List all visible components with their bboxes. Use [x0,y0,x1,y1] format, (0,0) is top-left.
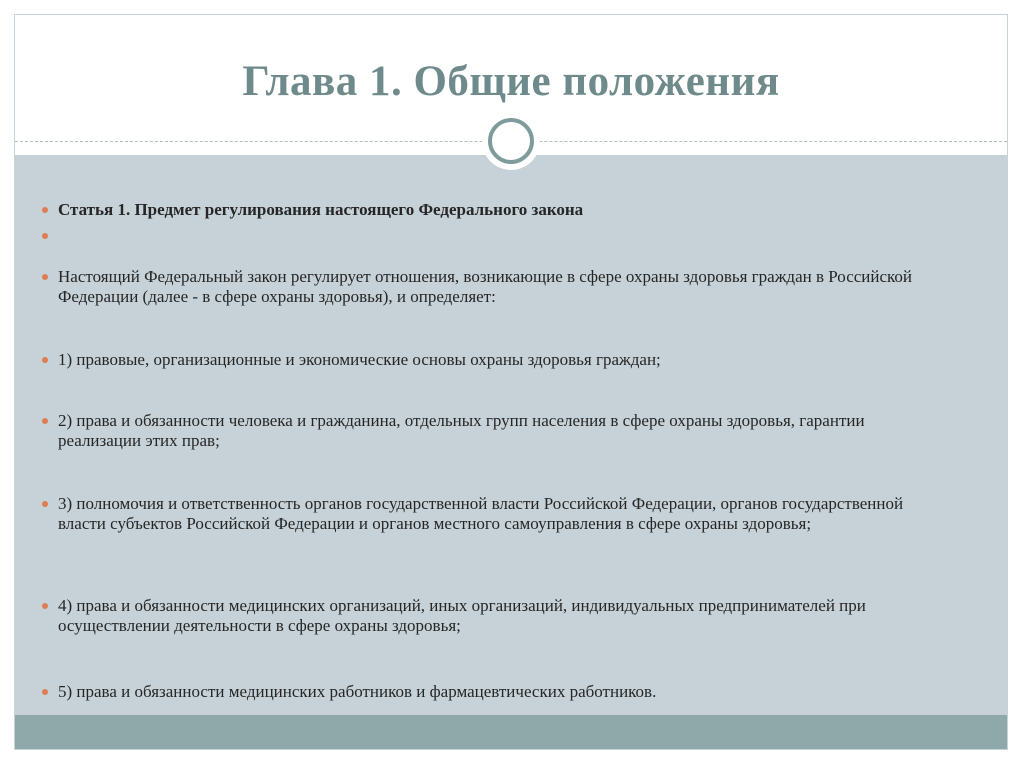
bullet-icon [42,689,48,695]
list-item-text: Настоящий Федеральный закон регулирует отношения, возникающие в сфере охраны здоровья граждан в Российской Федерации (далее - в сфере охраны здоровья), и определяет: [58,267,913,306]
bullet-icon [42,501,48,507]
list-item-5 [42,682,942,702]
bullet-icon [42,207,48,213]
bullet-icon [42,603,48,609]
list-item-text: 1) правовые, организационные и экономические основы охраны здоровья граждан; [58,350,661,369]
list-item-1 [42,350,942,370]
list-item-text: 4) права и обязанности медицинских организаций, иных организаций, индивидуальных предпринимателей при осуществлении деятельности в сфере охраны здоровья; [58,596,866,635]
list-item-text: 5) права и обязанности медицинских работников и фармацевтических работников. [58,682,657,701]
bullet-icon [42,357,48,363]
list-item-article-heading [42,200,942,220]
slide [14,14,1008,750]
circle-ornament-icon [482,112,540,170]
bullet-icon [42,274,48,280]
bullet-icon [42,418,48,424]
article-heading: Статья 1. Предмет регулирования настоящего Федерального закона [58,200,584,219]
footer-band [15,715,1007,749]
list-item-text: 2) права и обязанности человека и гражданина, отдельных групп населения в сфере охраны здоровья, гарантии реализации этих прав; [58,411,865,450]
list-item-intro [42,267,942,307]
list-item-2 [42,411,942,451]
bullet-icon [42,233,48,239]
slide-title: Глава 1. Общие положения [242,58,780,105]
list-item-3 [42,494,942,534]
list-item-4 [42,596,942,636]
list-item-text: 3) полномочия и ответственность органов государственной власти Российской Федерации, органов государственной власти субъектов Российской Федерации и органов местного самоуправления в сфере охраны здоровья; [58,494,904,533]
